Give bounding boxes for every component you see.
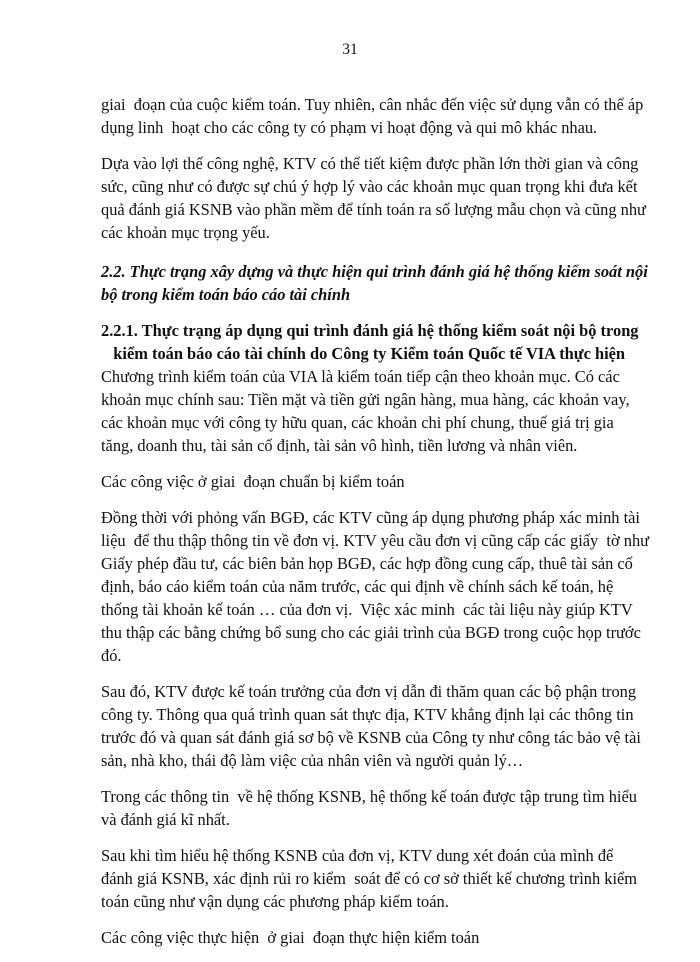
- text-line: quả đánh giá KSNB vào phần mềm để tính toán ra số lượng mẫu chọn và cũng như: [101, 200, 646, 219]
- body-paragraph: [101, 470, 649, 493]
- text-line: đó.: [101, 646, 122, 665]
- section-heading: [101, 260, 649, 306]
- body-paragraph: [101, 785, 649, 831]
- text-line: khoản mục chính sau: Tiền mặt và tiền gửi ngân hàng, mua hàng, các khoản vay,: [101, 390, 630, 409]
- text-line: 2.2. Thực trạng xây dựng và thực hiện qui trình đánh giá hệ thống kiểm soát nội: [101, 262, 648, 281]
- text-line: sản, nhà kho, thái độ làm việc của nhân viên và người quản lý…: [101, 751, 524, 770]
- text-line: Các công việc thực hiện ở giai đoạn thực hiện kiểm toán: [101, 928, 480, 947]
- text-line: Trong các thông tin về hệ thống KSNB, hệ thống kế toán được tập trung tìm hiểu: [101, 787, 637, 806]
- text-line: liệu để thu thập thông tin về đơn vị. KTV yêu cầu đơn vị cũng cấp các giấy tờ như: [101, 531, 650, 550]
- body-paragraph: [101, 506, 649, 667]
- body-paragraph: [101, 93, 649, 139]
- text-line: tăng, doanh thu, tài sản cố định, tài sản vô hình, tiền lương và nhân viên.: [101, 436, 578, 455]
- page-number: 31: [342, 41, 358, 58]
- text-line: toán cũng như vận dụng các phương pháp kiểm toán.: [101, 892, 449, 911]
- text-line: 2.2.1. Thực trạng áp dụng qui trình đánh giá hệ thống kiểm soát nội bộ trong: [101, 321, 639, 340]
- text-line: Chương trình kiểm toán của VIA là kiểm toán tiếp cận theo khoản mục. Có các: [101, 367, 620, 386]
- body-paragraph: [101, 152, 649, 244]
- body-paragraph: [101, 680, 649, 772]
- text-line: Sau đó, KTV được kế toán trưởng của đơn vị dẫn đi thăm quan các bộ phận trong: [101, 682, 637, 701]
- text-line: các khoản mục trọng yếu.: [101, 223, 270, 242]
- subsection-heading: [101, 319, 649, 365]
- text-line: giai đoạn của cuộc kiểm toán. Tuy nhiên, cân nhắc đến việc sử dụng vẫn có thể áp: [101, 95, 644, 114]
- text-line: Giấy phép đầu tư, các biên bản họp BGĐ, các hợp đồng cung cấp, thuê tài sản cố: [101, 554, 633, 573]
- document-body: [101, 93, 649, 962]
- body-paragraph: [101, 365, 649, 457]
- text-line: thu thập các bằng chứng bổ sung cho các giải trình của BGĐ trong cuộc họp trước: [101, 623, 641, 642]
- text-line: định, báo cáo kiểm toán của năm trước, các qui định về chính sách kế toán, hệ: [101, 577, 614, 596]
- text-line: thống tài khoản kế toán … của đơn vị. Việc xác minh các tài liệu này giúp KTV: [101, 600, 633, 619]
- text-line: kiểm toán báo cáo tài chính do Công ty Kiểm toán Quốc tế VIA thực hiện: [101, 344, 626, 363]
- text-line: Sau khi tìm hiểu hệ thống KSNB của đơn vị, KTV dung xét đoán của mình để: [101, 846, 614, 865]
- text-line: các khoản mục với công ty hữu quan, các khoản chi phí chung, thuế giá trị gia: [101, 413, 614, 432]
- text-line: bộ trong kiểm toán báo cáo tài chính: [101, 285, 351, 304]
- text-line: trước đó và quan sát đánh giá sơ bộ về KSNB của Công ty như công tác bảo vệ tài: [101, 728, 641, 747]
- text-line: và đánh giá kĩ nhất.: [101, 810, 230, 829]
- text-line: Các công việc ở giai đoạn chuẩn bị kiểm toán: [101, 472, 405, 491]
- text-line: Dựa vào lợi thế công nghệ, KTV có thể tiết kiệm được phần lớn thời gian và công: [101, 154, 639, 173]
- text-line: dụng linh hoạt cho các công ty có phạm vi hoạt động và qui mô khác nhau.: [101, 118, 598, 137]
- body-paragraph: [101, 844, 649, 913]
- text-line: Đồng thời với phỏng vấn BGĐ, các KTV cũng áp dụng phương pháp xác minh tài: [101, 508, 640, 527]
- text-line: sức, cũng như có được sự chú ý hợp lý vào các khoản mục quan trọng khi đưa kết: [101, 177, 638, 196]
- body-paragraph: [101, 926, 649, 949]
- text-line: công ty. Thông qua quá trình quan sát thực địa, KTV khẳng định lại các thông tin: [101, 705, 634, 724]
- text-line: đánh giá KSNB, xác định rủi ro kiểm soát để có cơ sở thiết kế chương trình kiểm: [101, 869, 638, 888]
